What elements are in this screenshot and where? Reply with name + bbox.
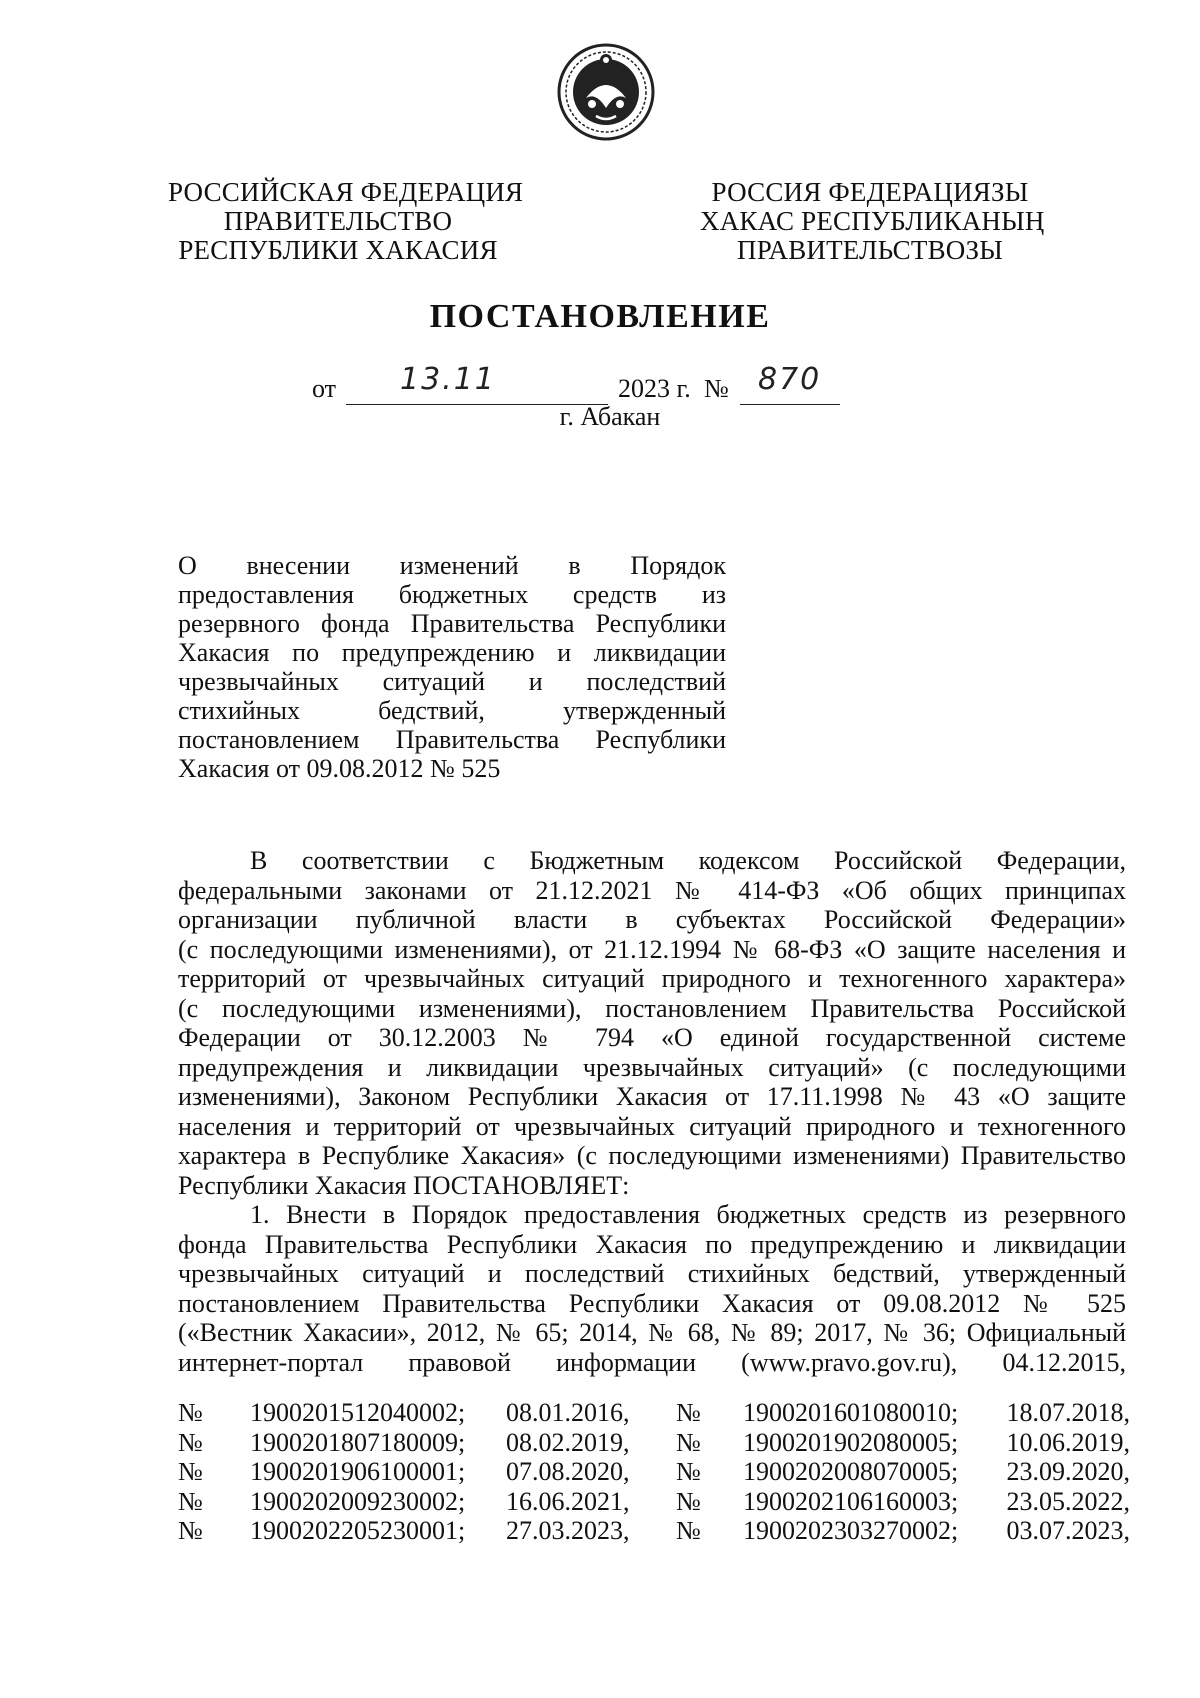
year-label: 2023 г.: [618, 374, 691, 403]
number-sign: №: [178, 1398, 203, 1427]
publication-number: 1900201906100001;: [250, 1457, 466, 1486]
header-right-line-1: РОССИЯ ФЕДЕРАЦИЯЗЫ: [711, 177, 1029, 207]
body-line: территорий от чрезвычайных ситуаций природного и техногенного характера»: [178, 964, 1126, 993]
publication-number: 1900201512040002;: [250, 1398, 466, 1427]
body-line: Федерации от 30.12.2003 № 794 «О единой государственной системе: [178, 1023, 1126, 1052]
body-line: чрезвычайных ситуаций и последствий стихийных бедствий, утвержденный: [178, 1259, 1126, 1288]
header-left-line-1: РОССИЙСКАЯ ФЕДЕРАЦИЯ: [168, 177, 524, 207]
header-left-line-2: ПРАВИТЕЛЬСТВО: [223, 206, 453, 236]
publication-list: [178, 1398, 1130, 1546]
publication-number: 1900201902080005;: [743, 1427, 959, 1457]
publication-date: 08.02.2019,: [506, 1427, 630, 1457]
publication-date: 27.03.2023,: [506, 1516, 630, 1545]
body-line: Республики Хакасия ПОСТАНОВЛЯЕТ:: [178, 1170, 630, 1200]
publication-row: [178, 1398, 1130, 1428]
body-text: [178, 846, 1126, 1377]
publication-date: 03.07.2023,: [1006, 1516, 1130, 1545]
body-line: организации публичной власти в субъектах Российской Федерации»: [178, 905, 1126, 934]
publication-number: 1900202106160003;: [743, 1486, 959, 1516]
body-line: В соответствии с Бюджетным кодексом Российской Федерации,: [250, 846, 1126, 875]
publication-number: 1900202009230002;: [250, 1486, 466, 1516]
subject-line: стихийных бедствий, утвержденный: [178, 696, 726, 725]
publication-number: 1900201807180009;: [250, 1427, 466, 1457]
number-sign: №: [676, 1398, 701, 1427]
header-right-line-2: ХАКАС РЕСПУБЛИКАНЫҢ: [700, 206, 1045, 236]
publication-row: [178, 1516, 1130, 1546]
number-sign: №: [676, 1427, 701, 1457]
header-khakas: [700, 177, 1045, 265]
publication-date: 23.09.2020,: [1006, 1457, 1130, 1486]
body-line: изменениями), Законом Республики Хакасия от 17.11.1998 № 43 «О защите: [178, 1082, 1126, 1111]
republic-emblem-icon: [556, 42, 656, 142]
subject-line: чрезвычайных ситуаций и последствий: [178, 667, 726, 696]
body-line: постановлением Правительства Республики Хакасия от 09.08.2012 № 525: [178, 1288, 1126, 1318]
number-label: №: [704, 374, 729, 403]
body-line: (с последующими изменениями), от 21.12.1994 № 68-ФЗ «О защите населения и: [178, 934, 1126, 964]
subject-line: предоставления бюджетных средств из: [178, 580, 726, 609]
body-line: характера в Республике Хакасия» (с последующими изменениями) Правительство: [178, 1141, 1126, 1170]
body-line: населения и территорий от чрезвычайных ситуаций природного и техногенного: [178, 1111, 1126, 1141]
body-line: фонда Правительства Республики Хакасия по предупреждению и ликвидации: [178, 1229, 1126, 1259]
publication-date: 16.06.2021,: [506, 1486, 630, 1516]
handwritten-number: 870: [758, 362, 822, 397]
number-sign: №: [178, 1486, 203, 1516]
header-left-line-3: РЕСПУБЛИКИ ХАКАСИЯ: [178, 235, 498, 265]
body-line: 1. Внести в Порядок предоставления бюджетных средств из резервного: [250, 1200, 1126, 1229]
body-line: («Вестник Хакасии», 2012, № 65; 2014, № 68, № 89; 2017, № 36; Официальный: [178, 1318, 1126, 1347]
publication-number: 1900202205230001;: [250, 1516, 466, 1545]
header-right-line-3: ПРАВИТЕЛЬСТВОЗЫ: [737, 235, 1003, 265]
publication-date: 18.07.2018,: [1006, 1398, 1130, 1427]
number-sign: №: [178, 1457, 203, 1486]
body-line: предупреждения и ликвидации чрезвычайных ситуаций» (с последующими: [178, 1052, 1126, 1082]
publication-number: 1900201601080010;: [743, 1398, 959, 1427]
subject-line: резервного фонда Правительства Республики: [178, 609, 726, 638]
number-sign: №: [676, 1457, 701, 1486]
body-line: интернет-портал правовой информации (www.pravo.gov.ru), 04.12.2015,: [178, 1347, 1126, 1377]
number-sign: №: [178, 1427, 203, 1457]
handwritten-date: 13.11: [400, 362, 496, 397]
publication-number: 1900202303270002;: [743, 1516, 959, 1545]
publication-row: [178, 1457, 1130, 1487]
subject-line: постановлением Правительства Республики: [178, 725, 726, 754]
publication-date: 07.08.2020,: [506, 1457, 630, 1486]
publication-date: 10.06.2019,: [1006, 1427, 1130, 1457]
publication-row: [178, 1487, 1130, 1517]
subject-line: Хакасия по предупреждению и ликвидации: [178, 638, 726, 667]
body-line: (с последующими изменениями), постановлением Правительства Российской: [178, 993, 1126, 1023]
subject-line: О внесении изменений в Порядок: [178, 551, 726, 580]
number-sign: №: [676, 1516, 701, 1545]
publication-date: 23.05.2022,: [1006, 1486, 1130, 1516]
subject-line: Хакасия от 09.08.2012 № 525: [178, 754, 501, 783]
header-russian: [168, 177, 524, 265]
number-sign: №: [676, 1486, 701, 1516]
publication-number: 1900202008070005;: [743, 1457, 959, 1486]
city-name: г. Абакан: [559, 402, 661, 431]
number-sign: №: [178, 1516, 203, 1545]
body-line: федеральными законами от 21.12.2021 № 414-ФЗ «Об общих принципах: [178, 875, 1126, 905]
document-title: ПОСТАНОВЛЕНИЕ: [429, 298, 771, 335]
publication-date: 08.01.2016,: [506, 1398, 630, 1427]
publication-row: [178, 1428, 1130, 1458]
subject-block: [178, 551, 726, 783]
from-label: от: [312, 374, 337, 403]
